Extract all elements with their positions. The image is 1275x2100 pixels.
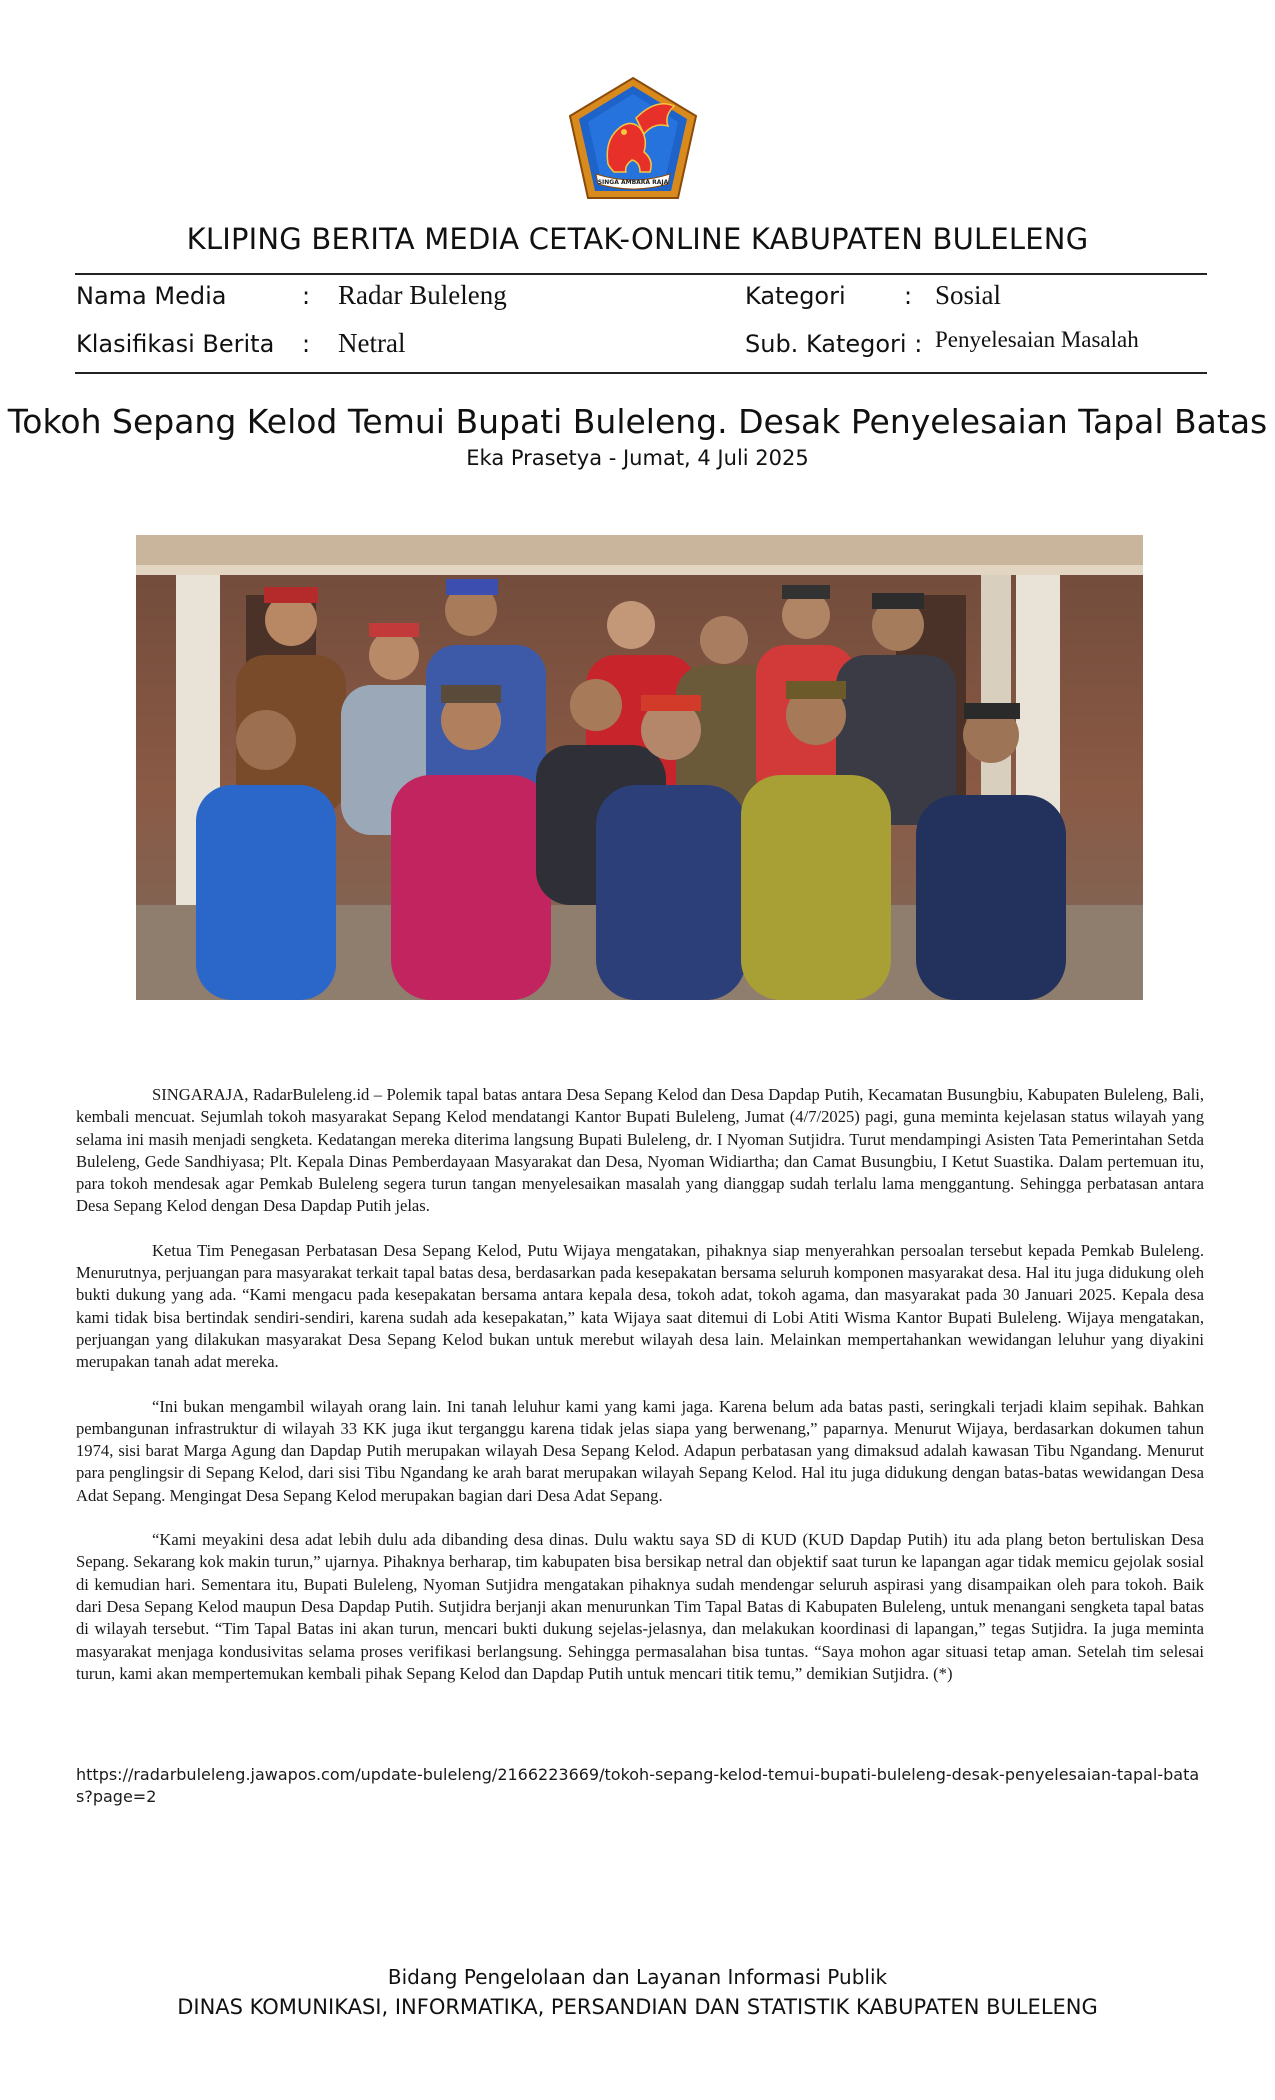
media-value: Radar Buleleng xyxy=(338,280,507,310)
header-divider-bottom xyxy=(75,372,1207,374)
article-byline: Eka Prasetya - Jumat, 4 Juli 2025 xyxy=(466,446,809,470)
footer-agency: DINAS KOMUNIKASI, INFORMATIKA, PERSANDIAN DAN STATISTIK KABUPATEN BULELENG xyxy=(177,1995,1098,2019)
kategori-colon: : xyxy=(904,282,913,310)
media-label: Nama Media xyxy=(76,282,227,310)
article-paragraph: “Ini bukan mengambil wilayah orang lain. Ini tanah leluhur kami yang kami jaga. Karena belum ada batas pasti, seringkali terjadi klaim sepihak. Bahkan pembangunan infrastruktur di wilayah 33 KK juga ikut terganggu karena tidak jelas siapa yang berwenang,” paparnya. Menurut Wijaya, berdasarkan dokumen tahun 1974, sisi barat Marga Agung dan Dapdap Putih merupakan wilayah Desa Sepang Kelod. Adapun perbatasan yang dimaksud adalah kawasan Tibu Ngandang. Menurut para penglingsir di Sepang Kelod, dari sisi Tibu Ngandang ke arah barat merupakan wilayah Sepang Kelod. Hal itu juga didukung dengan batas-batas wewidangan Desa Adat Sepang. Mengingat Desa Sepang Kelod merupakan bagian dari Desa Adat Sepang. xyxy=(76,1396,1204,1505)
article-body xyxy=(76,1084,1204,1707)
article-paragraph: “Kami meyakini desa adat lebih dulu ada dibanding desa dinas. Dulu waktu saya SD di KUD (KUD Dapdap Putih) itu ada plang beton bertuliskan Desa Sepang. Sekarang kok makin turun,” ujarnya. Pihaknya berharap, tim kabupaten bisa bersikap netral dan objektif saat turun ke lapangan agar tidak memicu gejolak sosial di kemudian hari. Sementara itu, Bupati Buleleng, Nyoman Sutjidra mengatakan pihaknya sudah mendengar seluruh aspirasi yang disampaikan oleh para tokoh. Baik dari Desa Sepang Kelod maupun Desa Dapdap Putih. Sutjidra berjanji akan menurunkan Tim Tapal Batas di Kabupaten Buleleng, untuk menangani sengketa tapal batas di wilayah tersebut. “Tim Tapal Batas ini akan turun, mencari bukti dukung sejelas-jelasnya, dan melakukan koordinasi di lapangan,” tegas Sutjidra. Ia juga meminta masyarakat menjaga kondusivitas selama proses verifikasi berlangsung. Sehingga permasalahan bisa tuntas. “Saya mohon agar situasi tetap aman. Setelah tim selesai turun, kami akan mempertemukan kembali pihak Sepang Kelod dan Dapdap Putih untuk mencari titik temu,” demikian Sutjidra. (*) xyxy=(76,1530,1204,1683)
klasifikasi-label: Klasifikasi Berita xyxy=(76,330,275,358)
kategori-value: Sosial xyxy=(935,280,1002,310)
clipping-header-title: KLIPING BERITA MEDIA CETAK-ONLINE KABUPATEN BULELENG xyxy=(186,222,1089,256)
klasifikasi-value: Netral xyxy=(338,328,406,358)
article-title: Tokoh Sepang Kelod Temui Bupati Buleleng. Desak Penyelesaian Tapal Batas xyxy=(7,402,1268,441)
subkategori-label: Sub. Kategori : xyxy=(745,330,923,358)
article-paragraph: Ketua Tim Penegasan Perbatasan Desa Sepang Kelod, Putu Wijaya mengatakan, pihaknya siap menyerahkan persoalan tersebut kepada Pemkab Buleleng. Menurutnya, perjuangan para masyarakat terkait tapal batas desa, berdasarkan pada kesepakatan bersama seluruh komponen masyarakat desa. Hal itu juga didukung oleh bukti dukung yang ada. “Kami mengacu pada kesepakatan bersama antara kepala desa, tokoh adat, tokoh agama, dan masyarakat pada 30 Januari 2025. Kepala desa kami tidak bisa bertindak sendiri-sendiri, karena sudah ada kesepakatan,” kata Wijaya saat ditemui di Lobi Atiti Wisma Kantor Bupati Buleleng. Wijaya mengatakan, perjuangan yang dilakukan masyarakat Desa Sepang Kelod bukan untuk merebut wilayah desa lain. Melainkan mempertahankan wewidangan leluhur yang diyakini merupakan tanah adat mereka. xyxy=(76,1240,1204,1372)
buleleng-crest-logo xyxy=(566,76,700,200)
footer-division: Bidang Pengelolaan dan Layanan Informasi Publik xyxy=(387,1965,888,1989)
crest-motto-text: SINGA AMBARA RAJA xyxy=(597,179,669,186)
klasifikasi-colon: : xyxy=(302,330,311,358)
article-paragraph: SINGARAJA, RadarBuleleng.id – Polemik tapal batas antara Desa Sepang Kelod dan Desa Dapdap Putih, Kecamatan Busungbiu, Kabupaten Buleleng, Bali, kembali mencuat. Sejumlah tokoh masyarakat Sepang Kelod mendatangi Kantor Bupati Buleleng, Jumat (4/7/2025) pagi, guna meminta kejelasan status wilayah yang selama ini masih menjadi sengketa. Kedatangan mereka diterima langsung Bupati Buleleng, dr. I Nyoman Sutjidra. Turut mendampingi Asisten Tata Pemerintahan Setda Buleleng, Gede Sandhiyasa; Plt. Kepala Dinas Pemberdayaan Masyarakat dan Desa, Nyoman Widiartha; dan Camat Busungbiu, I Ketut Suastika. Dalam pertemuan itu, para tokoh mendesak agar Pemkab Buleleng segera turun tangan menyelesaikan masalah yang dianggap sudah terlalu lama menggantung. Sehingga perbatasan antara Desa Sepang Kelod dengan Desa Dapdap Putih jelas. xyxy=(76,1085,1204,1216)
source-url-link[interactable]: https://radarbuleleng.jawapos.com/update-buleleng/2166223669/tokoh-sepang-kelod-temui-bupati-buleleng-desak-penyelesaian-tapal-batas?page=2 xyxy=(76,1765,1200,1806)
article-photo xyxy=(136,535,1143,1000)
media-colon: : xyxy=(302,282,311,310)
header-divider-top xyxy=(75,273,1207,275)
subkategori-value: Penyelesaian Masalah xyxy=(935,327,1139,352)
kategori-label: Kategori xyxy=(745,282,846,310)
